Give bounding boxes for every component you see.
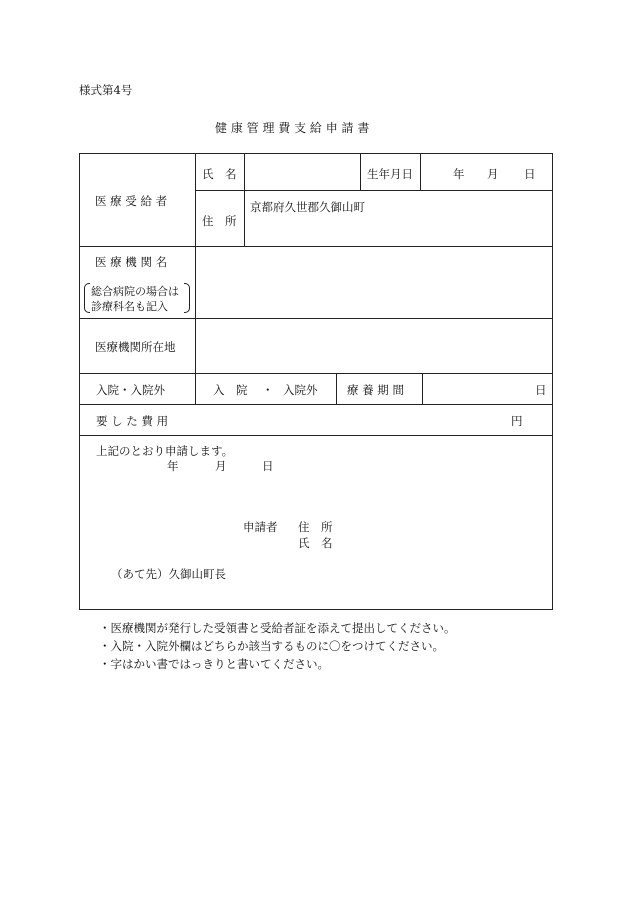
address-field[interactable] [248,215,548,243]
note-print-clearly: ・字はかい書ではっきりと書いてください。 [99,657,329,671]
applicant-address-label: 住 所 [298,520,333,534]
birth-date-label: 生年月日 [367,167,413,181]
address-value: 京都府久世郡久御山町 [250,200,365,214]
period-unit: 日 [535,383,547,397]
recipient-label: 医 療 受 給 者 [95,194,168,208]
treatment-period-field[interactable] [425,376,529,402]
option-inpatient[interactable]: 入 院 [213,383,248,397]
applicant-name-label: 氏 名 [298,536,333,550]
institution-name-field[interactable] [198,249,550,315]
birth-year-label: 年 [453,167,465,181]
address-label: 住 所 [202,214,237,228]
date-month-label: 月 [215,459,227,473]
institution-address-field[interactable] [198,321,550,370]
date-day-label: 日 [262,459,274,473]
date-year-label: 年 [167,459,179,473]
cost-unit: 円 [511,414,523,428]
cost-label: 要 し た 費 用 [96,414,169,428]
left-bracket [84,283,90,313]
note-attach-receipt: ・医療機関が発行した受領書と受給者証を添えて提出してください。 [99,621,456,635]
birth-month-label: 月 [487,167,499,181]
cost-field[interactable] [198,407,506,433]
form-number: 様式第4号 [79,83,133,97]
institution-label: 医 療 機 関 名 [95,255,168,269]
birth-day-label: 日 [524,167,536,181]
treatment-period-label: 療 養 期 間 [347,383,404,397]
option-outpatient[interactable]: 入院外 [283,383,318,397]
application-statement: 上記のとおり申請します。 [96,444,234,458]
institution-note-line1: 総合病院の場合は [91,285,179,298]
right-bracket [184,283,190,313]
name-field[interactable] [248,155,358,189]
institution-note-line2: 診療科名も記入 [91,300,168,313]
note-circle-option: ・入院・入院外欄はどちらか該当するものに〇をつけてください。 [99,639,444,653]
applicant-label: 申請者 [243,520,278,534]
page-title: 健 康 管 理 費 支 給 申 請 書 [215,121,370,135]
option-separator: ・ [262,383,274,397]
admission-label: 入院・入院外 [96,383,165,397]
addressee: （あて先）久御山町長 [111,567,226,581]
institution-address-label: 医療機関所在地 [95,340,176,354]
name-label: 氏 名 [202,167,237,181]
